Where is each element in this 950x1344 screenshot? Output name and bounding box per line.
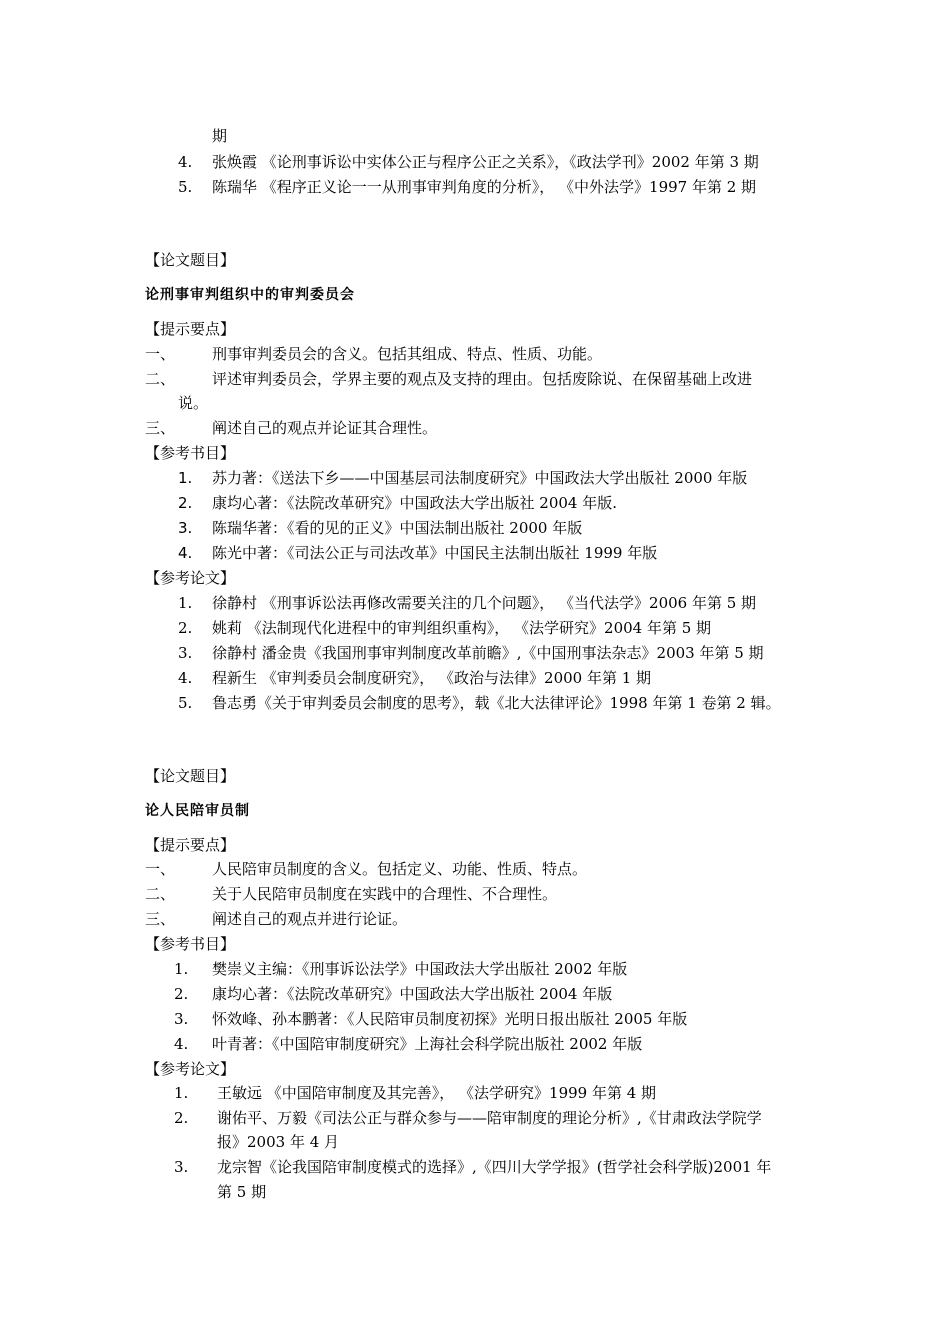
point-number: 三、 — [145, 910, 176, 928]
book-item: 苏力著：《送法下乡——中国基层司法制度研究》中国政法大学出版社 2000 年版 — [212, 469, 748, 487]
paper-item: 徐静村 潘金贵《我国刑事审判制度改革前瞻》,《中国刑事法杂志》2003 年第 5 期 — [212, 644, 764, 662]
book-item: 康均心著：《法院改革研究》中国政法大学出版社 2004 年版. — [212, 494, 617, 512]
list-number: 1. — [174, 1084, 189, 1102]
list-number: 3. — [174, 1158, 189, 1176]
paper-item-cont: 第 5 期 — [217, 1183, 267, 1201]
list-number: 2. — [178, 619, 193, 637]
point-item: 刑事审判委员会的含义。包括其组成、特点、性质、功能。 — [212, 345, 603, 363]
point-item: 人民陪审员制度的含义。包括定义、功能、性质、特点。 — [212, 860, 588, 878]
paper-item: 陈瑞华 《程序正义论一一从刑事审判角度的分析》， 《中外法学》1997 年第 2 期 — [212, 178, 757, 196]
papers-heading: 【参考论文】 — [145, 1060, 236, 1078]
points-heading: 【提示要点】 — [145, 320, 236, 338]
point-item: 阐述自己的观点并论证其合理性。 — [212, 419, 438, 437]
list-number: 4. — [174, 1035, 189, 1053]
point-item-cont: 说。 — [178, 394, 209, 412]
book-item: 康均心著：《法院改革研究》中国政法大学出版社 2004 年版 — [212, 985, 613, 1003]
paper-item: 程新生 《审判委员会制度研究》， 《政治与法律》2000 年第 1 期 — [212, 669, 652, 687]
list-number: 2. — [178, 494, 193, 512]
book-item: 樊崇义主编：《刑事诉讼法学》中国政法大学出版社 2002 年版 — [212, 960, 628, 978]
point-item: 关于人民陪审员制度在实践中的合理性、不合理性。 — [212, 885, 558, 903]
list-number: 1. — [174, 960, 189, 978]
list-number: 3. — [178, 644, 193, 662]
point-item: 评述审判委员会，学界主要的观点及支持的理由。包括废除说、在保留基础上改进 — [212, 370, 753, 388]
list-number: 2. — [174, 985, 189, 1003]
section-heading: 【论文题目】 — [145, 767, 236, 785]
book-item: 陈瑞华著：《看的见的正义》中国法制出版社 2000 年版 — [212, 519, 583, 537]
point-number: 二、 — [145, 370, 176, 388]
thesis-title: 论刑事审判组织中的审判委员会 — [145, 287, 355, 303]
thesis-title: 论人民陪审员制 — [145, 803, 250, 819]
section-heading: 【论文题目】 — [145, 251, 236, 269]
book-item: 叶青著：《中国陪审制度研究》上海社会科学院出版社 2002 年版 — [212, 1035, 643, 1053]
books-heading: 【参考书目】 — [145, 935, 236, 953]
list-number: 4. — [178, 153, 193, 171]
list-number: 4. — [178, 544, 193, 562]
paper-item: 王敏远 《中国陪审制度及其完善》， 《法学研究》1999 年第 4 期 — [217, 1084, 657, 1102]
continued-line: 期 — [212, 127, 228, 145]
list-number: 1. — [178, 469, 193, 487]
point-number: 二、 — [145, 885, 176, 903]
list-number: 1. — [178, 594, 193, 612]
paper-item: 徐静村 《刑事诉讼法再修改需要关注的几个问题》， 《当代法学》2006 年第 5 期 — [212, 594, 757, 612]
list-number: 3. — [174, 1010, 189, 1028]
list-number: 5. — [178, 694, 193, 712]
list-number: 5. — [178, 178, 193, 196]
list-number: 4. — [178, 669, 193, 687]
point-item: 阐述自己的观点并进行论证。 — [212, 910, 408, 928]
paper-item: 鲁志勇《关于审判委员会制度的思考》，载《北大法律评论》1998 年第 1 卷第 2 辑。 — [212, 694, 781, 712]
paper-item-cont: 报》2003 年 4 月 — [217, 1133, 340, 1151]
point-number: 一、 — [145, 860, 176, 878]
paper-item: 龙宗智《论我国陪审制度模式的选择》,《四川大学学报》(哲学社会科学版)2001 年 — [217, 1158, 772, 1176]
paper-item: 姚莉 《法制现代化进程中的审判组织重构》， 《法学研究》2004 年第 5 期 — [212, 619, 712, 637]
points-heading: 【提示要点】 — [145, 836, 236, 854]
books-heading: 【参考书目】 — [145, 444, 236, 462]
point-number: 一、 — [145, 345, 176, 363]
list-number: 3. — [178, 519, 193, 537]
list-number: 2. — [174, 1109, 189, 1127]
point-number: 三、 — [145, 419, 176, 437]
papers-heading: 【参考论文】 — [145, 569, 236, 587]
book-item: 怀效峰、孙本鹏著：《人民陪审员制度初探》光明日报出版社 2005 年版 — [212, 1010, 688, 1028]
book-item: 陈光中著：《司法公正与司法改革》中国民主法制出版社 1999 年版 — [212, 544, 658, 562]
paper-item: 谢佑平、万毅《司法公正与群众参与——陪审制度的理论分析》,《甘肃政法学院学 — [217, 1109, 762, 1127]
paper-item: 张焕霞 《论刑事诉讼中实体公正与程序公正之关系》，《政法学刊》2002 年第 3 期 — [212, 153, 759, 171]
